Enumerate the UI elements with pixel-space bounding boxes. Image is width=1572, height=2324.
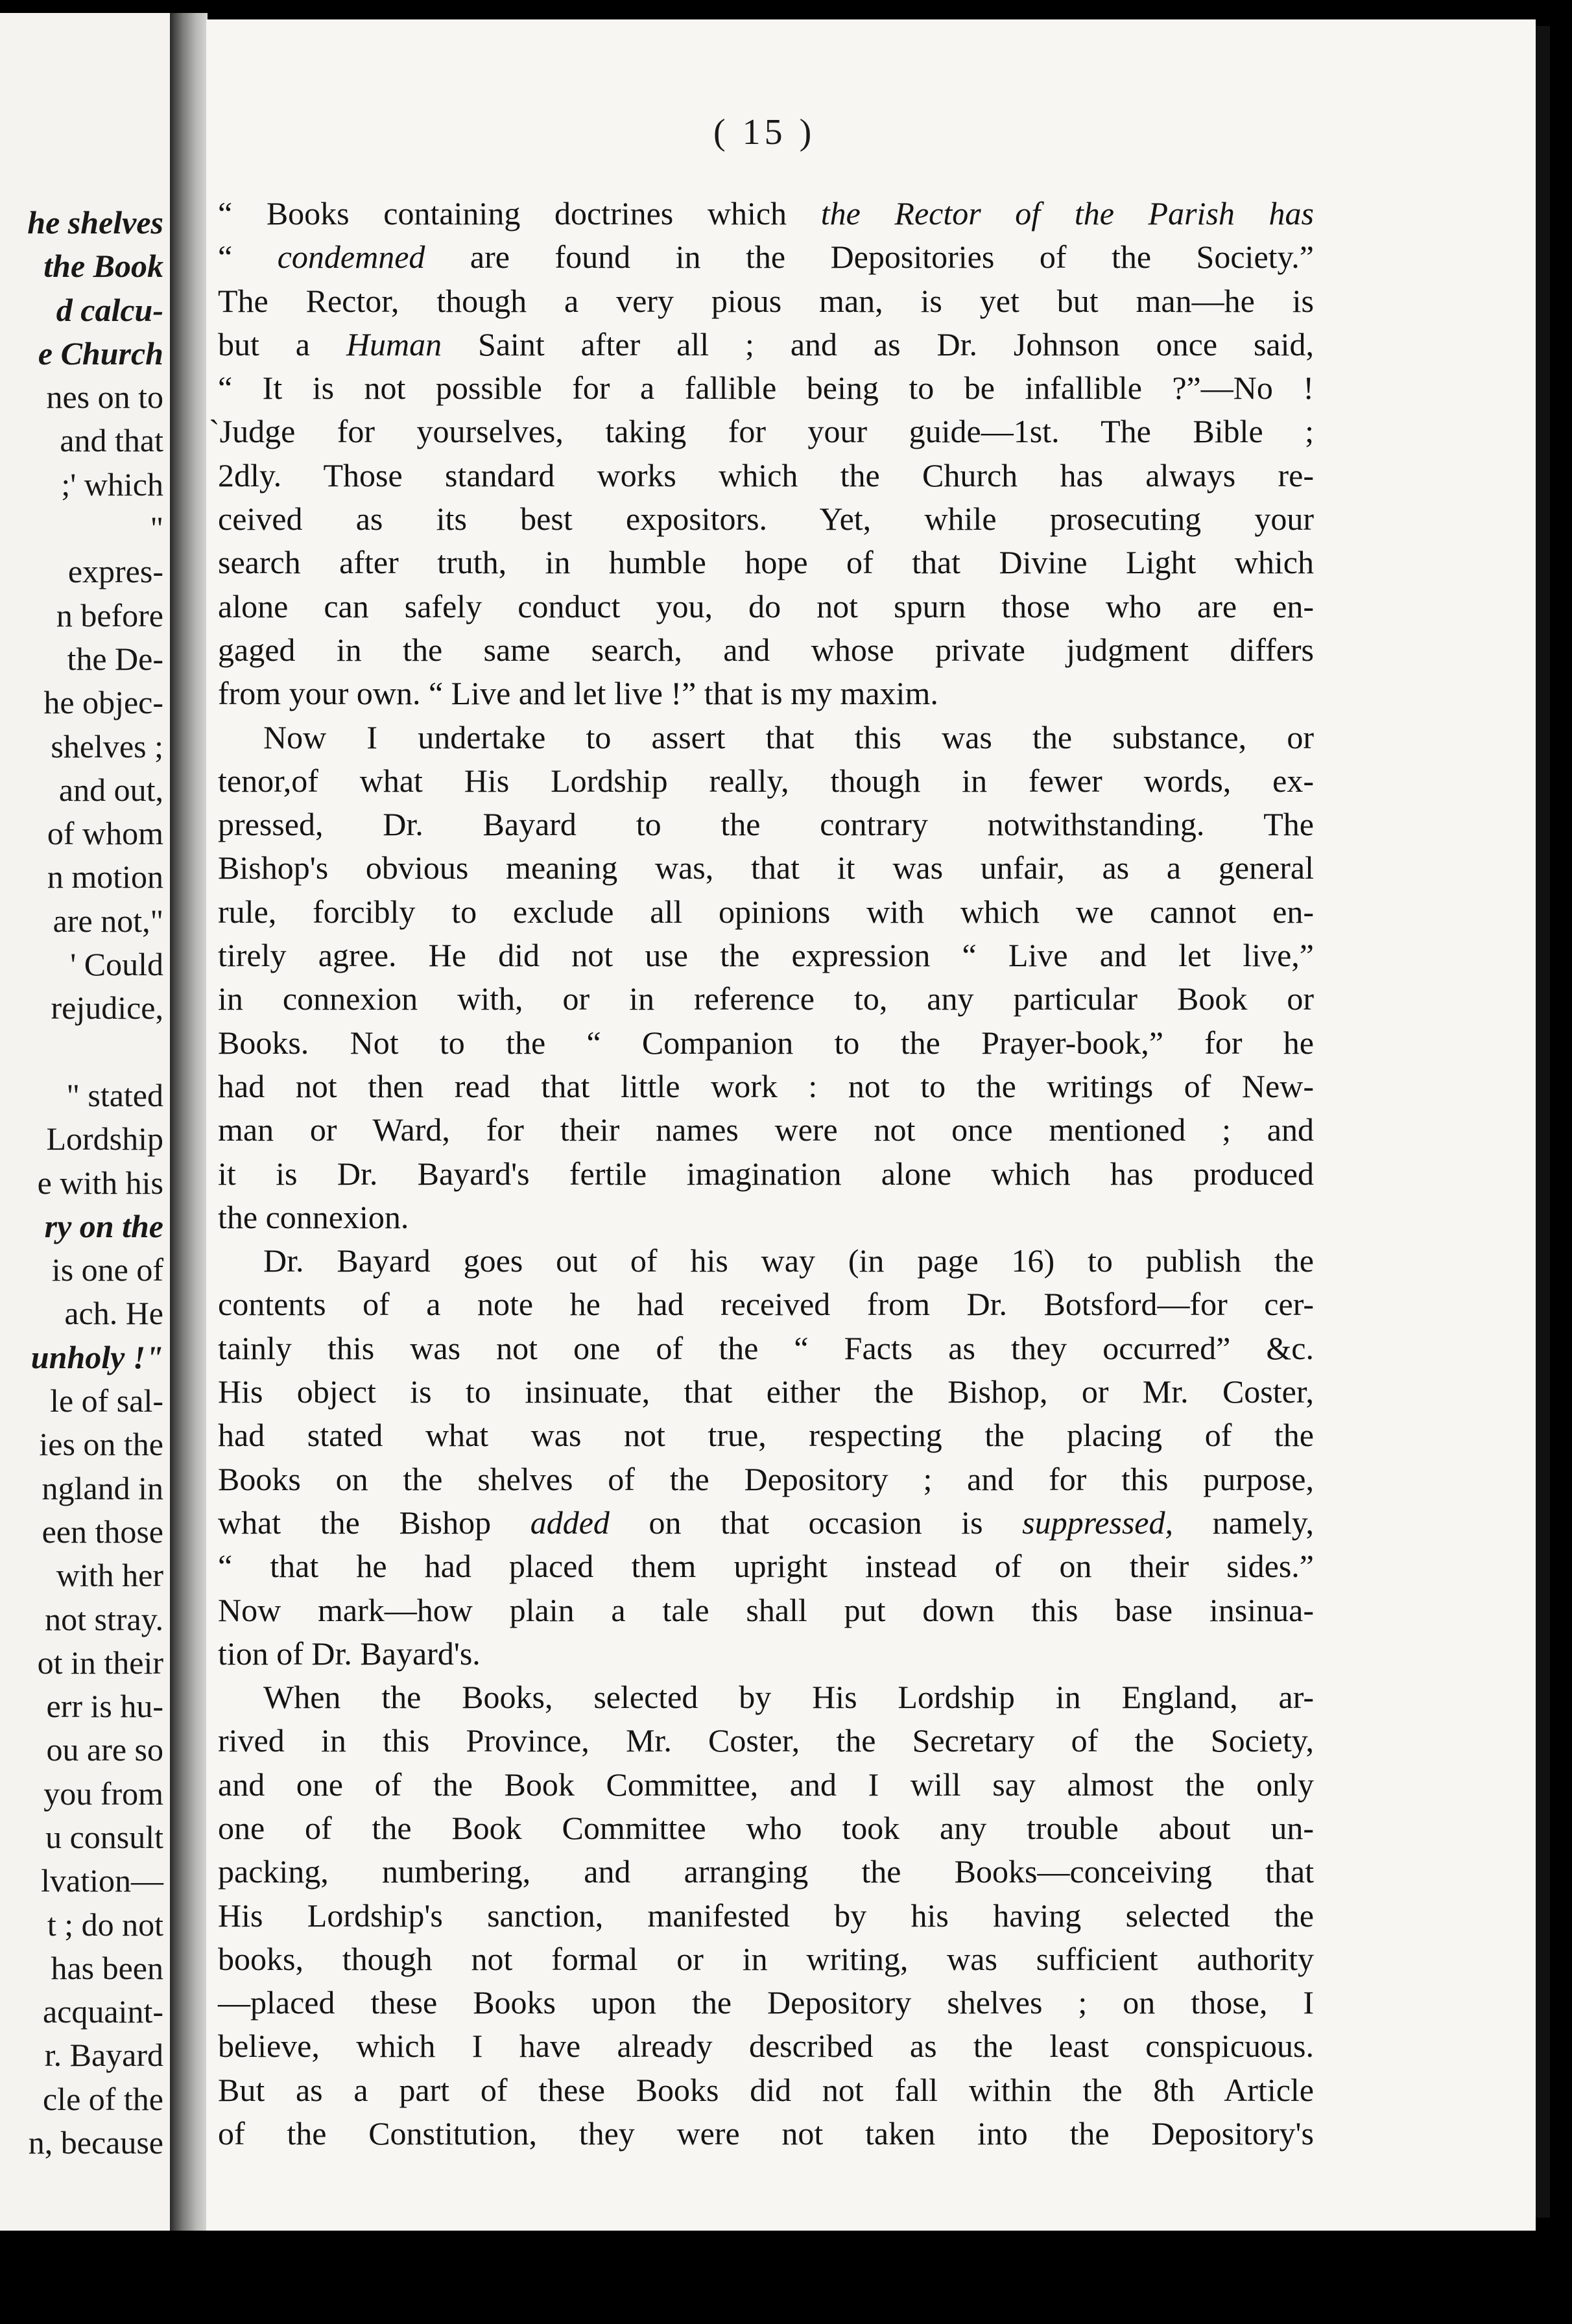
- text-run: gaged in the same search, and whose private judgment differs: [218, 631, 1314, 668]
- facing-page-line: has been: [51, 1949, 163, 1986]
- facing-page-line: of whom: [47, 815, 163, 852]
- italic-text: Human: [346, 326, 442, 362]
- text-run: alone can safely conduct you, do not spurn those who are en-: [218, 587, 1314, 624]
- text-line: [218, 585, 1314, 628]
- text-line: [218, 2112, 1314, 2155]
- text-line: [218, 803, 1314, 846]
- text-line: [218, 1327, 1314, 1370]
- text-run: in connexion with, or in reference to, any particular Book or: [218, 980, 1314, 1017]
- text-line: [218, 1850, 1314, 1893]
- text-run: had not then read that little work : not to the writings of New-: [218, 1067, 1314, 1104]
- facing-page-line: not stray.: [45, 1600, 163, 1637]
- facing-page-line: een those: [42, 1513, 163, 1550]
- text-run: Books. Not to the “ Companion to the Prayer-book,” for he: [218, 1024, 1314, 1061]
- text-line: [218, 1239, 1314, 1283]
- text-line: [218, 1589, 1314, 1632]
- facing-page-line: and that: [60, 422, 163, 459]
- text-line: [218, 1632, 1314, 1676]
- text-line: [218, 1719, 1314, 1762]
- text-run: namely,: [1173, 1504, 1314, 1541]
- facing-page-line: are not,": [53, 902, 163, 939]
- facing-page-line: [0, 1030, 163, 1074]
- facing-page-line: you from: [43, 1775, 163, 1812]
- facing-page-line: is one of: [51, 1251, 163, 1288]
- text-run: Now I undertake to assert that this was the substance, or: [263, 718, 1314, 755]
- facing-page-line: ;' which: [61, 466, 163, 503]
- text-line: [218, 1894, 1314, 1938]
- facing-page-line: ry on the: [44, 1207, 163, 1244]
- text-line: [218, 628, 1314, 672]
- text-run: but a: [218, 326, 346, 362]
- text-run: Saint after all ; and as Dr. Johnson once said,: [442, 326, 1314, 362]
- text-line: [218, 541, 1314, 584]
- text-run: tainly this was not one of the “ Facts as they occurred” &c.: [218, 1329, 1314, 1366]
- text-run: “ Books containing doctrines which: [218, 195, 821, 231]
- facing-page-line: with her: [56, 1557, 163, 1594]
- text-run: packing, numbering, and arranging the Books—conceiving that: [218, 1853, 1314, 1890]
- facing-page-line: r. Bayard: [44, 2037, 163, 2074]
- text-line: [218, 235, 1314, 279]
- facing-page-fragment: [0, 13, 170, 2231]
- facing-page-line: le of sal-: [50, 1382, 163, 1419]
- text-line: [218, 1283, 1314, 1326]
- text-line: [218, 497, 1314, 541]
- text-run: man or Ward, for their names were not once mentioned ; and: [218, 1111, 1314, 1148]
- text-line: [218, 1065, 1314, 1108]
- body-text: [209, 192, 1314, 2155]
- text-run: believe, which I have already described as the least conspicuous.: [218, 2028, 1314, 2065]
- text-line: [218, 1676, 1314, 1719]
- book-gutter: [170, 13, 208, 2231]
- page-edge: [1536, 26, 1550, 2218]
- text-line: [218, 1501, 1314, 1545]
- facing-page-line: unholy !": [30, 1338, 163, 1375]
- text-run: tenor,of what His Lordship really, though in fewer words, ex-: [218, 762, 1314, 799]
- facing-page-line: ach. He: [64, 1295, 163, 1332]
- text-run: His Lordship's sanction, manifested by his having selected the: [218, 1897, 1314, 1934]
- text-run: are found in the Depositories of the Society.”: [425, 239, 1314, 276]
- text-run: “ It is not possible for a fallible being to be infallible ?”—No !: [218, 370, 1314, 407]
- text-line: [218, 977, 1314, 1021]
- text-run: —placed these Books upon the Depository shelves ; on those, I: [218, 1984, 1314, 2021]
- text-line: [218, 1414, 1314, 1457]
- text-run: When the Books, selected by His Lordship in England, ar-: [263, 1679, 1314, 1716]
- facing-page-line: " stated: [66, 1076, 163, 1113]
- facing-page-line: Lordship: [46, 1120, 163, 1157]
- facing-page-line: e Church: [38, 335, 163, 372]
- text-line: [218, 716, 1314, 759]
- text-line: [218, 1807, 1314, 1850]
- text-run: 2dly. Those standard works which the Church has always re-: [218, 456, 1314, 493]
- text-line: [218, 323, 1314, 366]
- text-run: on that occasion is: [609, 1504, 1023, 1541]
- text-line: [209, 410, 1314, 453]
- facing-page-line: expres-: [67, 553, 163, 590]
- text-line: [218, 1370, 1314, 1414]
- facing-page-line: acquaint-: [42, 1993, 163, 2030]
- text-run: had stated what was not true, respecting the placing of the: [218, 1417, 1314, 1454]
- facing-page-line: err is hu-: [46, 1688, 163, 1725]
- text-run: Books on the shelves of the Depository ; and for this purpose,: [218, 1460, 1314, 1497]
- text-line: [218, 1981, 1314, 2024]
- facing-page-line: ": [150, 510, 163, 547]
- facing-page-line: e with his: [37, 1164, 163, 1201]
- text-line: [218, 1458, 1314, 1501]
- text-line: [218, 2024, 1314, 2068]
- text-run: one of the Book Committee who took any trouble about un-: [218, 1809, 1314, 1846]
- facing-page-line: rejudice,: [51, 990, 163, 1026]
- text-run: Now mark—how plain a tale shall put down this base insinua-: [218, 1591, 1314, 1628]
- text-line: [218, 890, 1314, 934]
- text-run: rived in this Province, Mr. Coster, the Secretary of the Society,: [218, 1722, 1314, 1759]
- text-line: [218, 1108, 1314, 1152]
- text-line: [218, 846, 1314, 890]
- text-run: books, though not formal or in writing, was sufficient authority: [218, 1940, 1314, 1977]
- facing-page-line: ou are so: [46, 1731, 163, 1768]
- facing-page-line: ies on the: [39, 1426, 163, 1463]
- facing-page-line: ot in their: [37, 1644, 163, 1681]
- facing-page-line: ngland in: [42, 1469, 163, 1506]
- facing-page-line: n, because: [28, 2124, 163, 2161]
- text-run: The Rector, though a very pious man, is yet but man—he is: [218, 282, 1314, 319]
- text-run: Dr. Bayard goes out of his way (in page 16) to publish the: [263, 1242, 1314, 1279]
- text-run: pressed, Dr. Bayard to the contrary notwithstanding. The: [218, 806, 1314, 843]
- facing-page-line: the De-: [67, 640, 163, 677]
- facing-page-line: he shelves: [27, 204, 163, 241]
- text-line: [218, 192, 1314, 235]
- italic-text: the Rector of the Parish has: [820, 195, 1314, 231]
- facing-page-line: the Book: [43, 248, 163, 285]
- text-line: [218, 279, 1314, 323]
- text-line: [218, 934, 1314, 977]
- facing-page-line: cle of the: [42, 2080, 163, 2117]
- facing-page-line: nes on to: [46, 379, 163, 416]
- text-line: [218, 1545, 1314, 1588]
- text-run: what the Bishop: [218, 1504, 530, 1541]
- text-run: Bishop's obvious meaning was, that it was unfair, as a general: [218, 849, 1314, 886]
- italic-text: added: [530, 1504, 610, 1541]
- facing-page-line: shelves ;: [51, 728, 163, 765]
- text-run: But as a part of these Books did not fall within the 8th Article: [218, 2071, 1314, 2108]
- text-run: of the Constitution, they were not taken into the Depository's: [218, 2115, 1314, 2152]
- text-run: “ that he had placed them upright instead of on their sides.”: [218, 1548, 1314, 1585]
- italic-text: suppressed,: [1022, 1504, 1173, 1541]
- text-line: [218, 1021, 1314, 1065]
- text-line: [218, 366, 1314, 410]
- italic-text: condemned: [277, 239, 425, 276]
- text-line: [218, 759, 1314, 803]
- facing-page-line: d calcu-: [56, 291, 163, 328]
- facing-page-line: ' Could: [70, 946, 163, 983]
- text-line: [218, 454, 1314, 497]
- text-run: tion of Dr. Bayard's.: [218, 1635, 481, 1672]
- facing-page-line: t ; do not: [47, 1906, 163, 1943]
- text-run: `Judge for yourselves, taking for your guide—1st. The Bible ;: [209, 413, 1314, 450]
- text-line: [218, 1196, 1314, 1239]
- text-run: contents of a note he had received from Dr. Botsford—for cer-: [218, 1286, 1314, 1323]
- text-run: search after truth, in humble hope of that Divine Light which: [218, 544, 1314, 581]
- text-line: [218, 2069, 1314, 2112]
- facing-page-line: lvation—: [41, 1862, 163, 1899]
- text-run: it is Dr. Bayard's fertile imagination alone which has produced: [218, 1155, 1314, 1192]
- text-run: His object is to insinuate, that either the Bishop, or Mr. Coster,: [218, 1373, 1314, 1410]
- page-number: ( 15 ): [713, 112, 816, 152]
- facing-page-line: he objec-: [43, 684, 163, 721]
- text-run: from your own. “ Live and let live !” that is my maxim.: [218, 675, 938, 712]
- text-run: and one of the Book Committee, and I will say almost the only: [218, 1766, 1314, 1803]
- text-run: the connexion.: [218, 1198, 409, 1235]
- text-line: [218, 1763, 1314, 1807]
- text-run: ceived as its best expositors. Yet, while prosecuting your: [218, 501, 1314, 538]
- facing-page-line: n motion: [47, 859, 163, 895]
- facing-page-line: u consult: [45, 1818, 163, 1855]
- facing-page-line: n before: [56, 597, 163, 634]
- text-run: tirely agree. He did not use the expression “ Live and let live,”: [218, 937, 1314, 974]
- text-line: [218, 1152, 1314, 1196]
- text-line: [218, 1938, 1314, 1981]
- text-run: “: [218, 239, 278, 276]
- text-run: rule, forcibly to exclude all opinions with which we cannot en-: [218, 893, 1314, 930]
- text-line: [218, 672, 1314, 715]
- facing-page-text: [0, 201, 163, 2164]
- facing-page-line: and out,: [58, 771, 163, 808]
